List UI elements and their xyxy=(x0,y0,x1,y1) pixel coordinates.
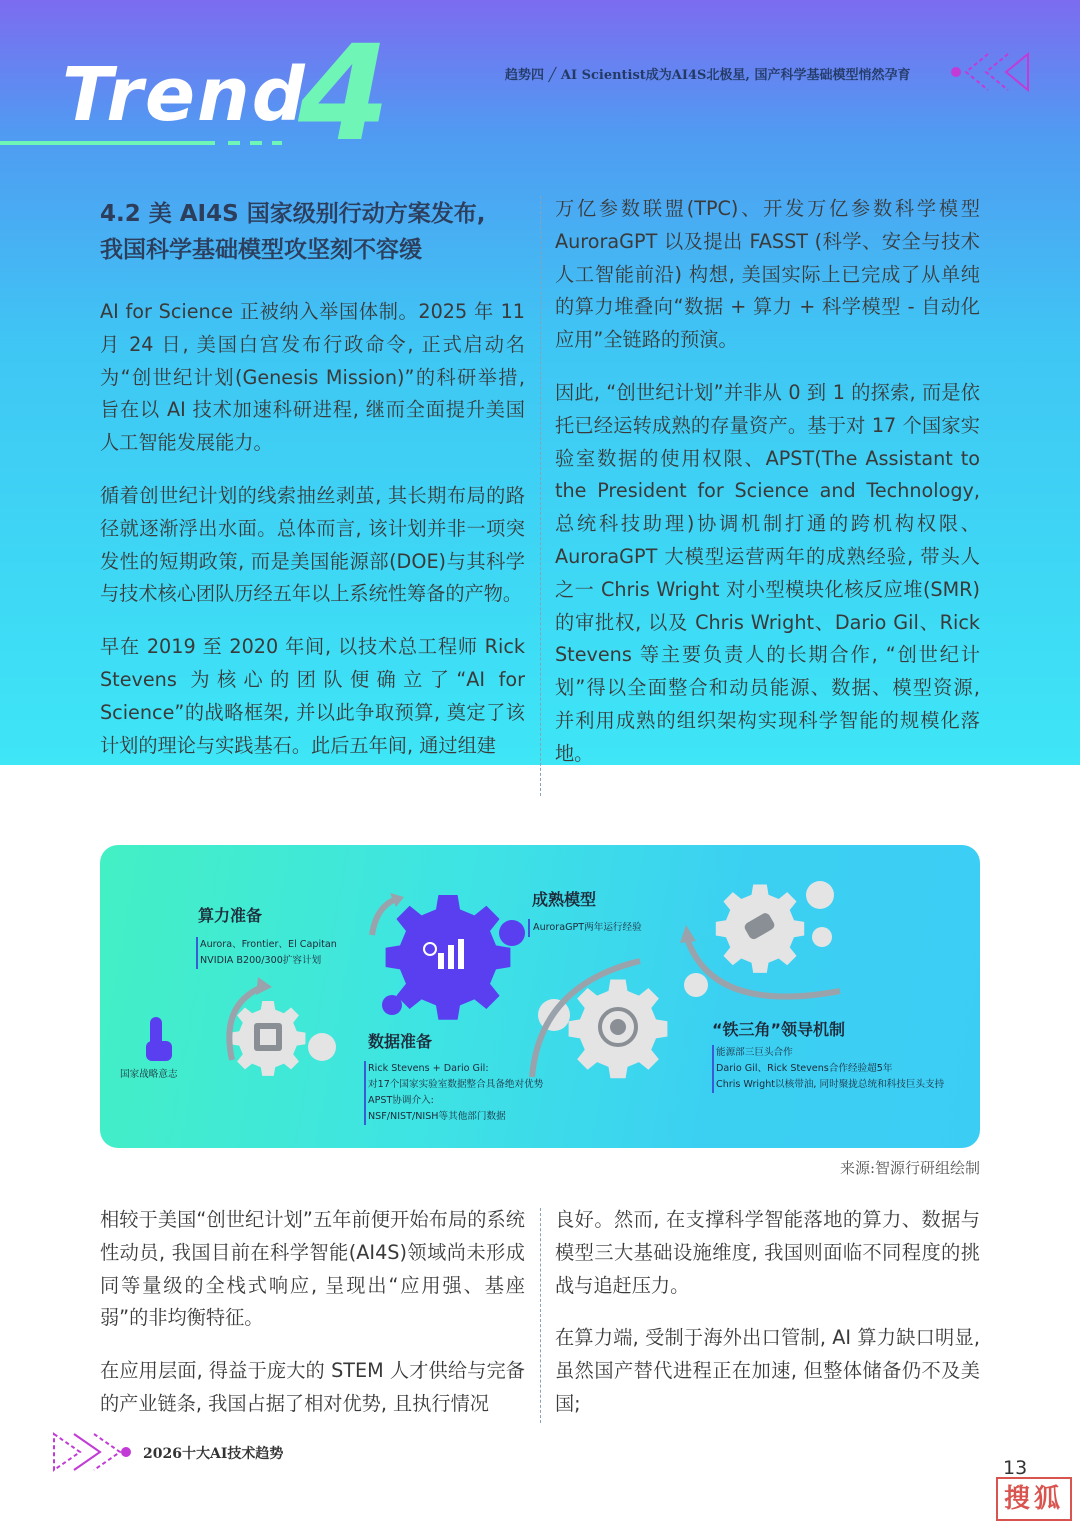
trend-word: Trend xyxy=(62,52,307,138)
triangle-deco-icon xyxy=(948,50,1034,100)
leadership-line2: Dario Gil、Rick Stevens合作经验超5年 xyxy=(716,1063,893,1074)
data-line1: Rick Stevens + Dario Gil: xyxy=(368,1063,489,1074)
footer-title: 2026十大AI技术趋势 xyxy=(143,1446,284,1462)
data-line3: APST协调介入: xyxy=(368,1095,434,1106)
column-divider xyxy=(540,1208,541,1423)
leadership-line1: 能源部三巨头合作 xyxy=(716,1047,793,1058)
hand-icon xyxy=(146,1017,172,1061)
paragraph: 良好。然而, 在支撑科学智能落地的算力、数据与模型三大基础设施维度, 我国则面临不同程度的挑战与追赶压力。 xyxy=(555,1208,980,1297)
paragraph: AI for Science 正被纳入举国体制。2025 年 11 月 24 日, 美国白宫发布行政命令, 正式启动名为“创世纪计划(Genesis Mission)”的科研举措, 旨在以 AI 技术加速科研进程, 继而全面提升美国人工智能发展能力。 xyxy=(100,300,525,455)
paragraph: 因此, “创世纪计划”并非从 0 到 1 的探索, 而是依托已经运转成熟的存量资产。基于对 17 个国家实验室数据的使用权限、APST(The Assistant to the President for Science and Technology, 总统科技助理)协调机制打通的跨机构权限、AuroraGPT 大模型运营两年的成熟经验, 带头人之一 Chris Wright 对小型模块化核反应堆(SMR)的审批权, 以及 Chris Wright、Dario Gil、Rick Stevens 等主要负责人的长期合作, “创世纪计划”得以全面整合和动员能源、数据、模型资源, 并利用成熟的组织架构实现科学智能的规模化落地。 xyxy=(555,380,980,765)
paragraph: 在算力端, 受制于海外出口管制, AI 算力缺口明显, 虽然国产替代进程正在加速, 但整体储备仍不及美国; xyxy=(555,1326,980,1415)
data-bar xyxy=(364,1061,366,1125)
watermark-stamp: 搜狐 xyxy=(996,1477,1072,1521)
national-will-label: 国家战略意志 xyxy=(120,1069,178,1080)
figure-source: 来源:智源行研组绘制 xyxy=(839,1159,980,1177)
leadership-title: “铁三角”领导机制 xyxy=(712,1020,846,1039)
compute-line2: NVIDIA B200/300扩容计划 xyxy=(200,955,322,966)
paragraph: 循着创世纪计划的线索抽丝剥茧, 其长期布局的路径就逐渐浮出水面。总体而言, 该计划并非一项突发性的短期政策, 而是美国能源部(DOE)与其科学与技术核心团队历经五年以上系统性筹备的产物。 xyxy=(100,483,525,606)
data-line2: 对17个国家实验室数据整合具备绝对优势 xyxy=(368,1079,544,1090)
model-bar xyxy=(528,919,530,937)
triangle-deco-icon xyxy=(50,1430,136,1480)
model-line1: AuroraGPT两年运行经验 xyxy=(533,922,642,933)
compute-bar xyxy=(196,937,198,969)
paragraph: 在应用层面, 得益于庞大的 STEM 人才供给与完备的产业链条, 我国占据了相对优势, 且执行情况 xyxy=(100,1359,525,1415)
trend-underline-dash xyxy=(272,141,282,145)
model-title: 成熟模型 xyxy=(532,890,597,909)
header-caption: 趋势四 ╱ AI Scientist成为AI4S北极星, 国产科学基础模型悄然孕育 xyxy=(505,68,911,83)
leadership-line3: Chris Wright以核带油, 同时聚拢总统和科技巨头支持 xyxy=(716,1079,945,1090)
right-column-bottom xyxy=(555,1204,980,1441)
trend-underline xyxy=(0,141,215,145)
leadership-bar xyxy=(712,1045,714,1093)
left-column-top xyxy=(100,296,525,782)
paragraph: 万亿参数联盟(TPC)、开发万亿参数科学模型 AuroraGPT 以及提出 FASST (科学、安全与技术人工智能前沿) 构想, 美国实际上已完成了从单纯的算力堆叠向“数据 + 算力 + 科学模型 - 自动化应用”全链路的预演。 xyxy=(555,197,980,352)
paragraph: 早在 2019 至 2020 年间, 以技术总工程师 Rick Stevens 为核心的团队便确立了“AI for Science”的战略框架, 并以此争取预算, 奠定了该计划的理论与实践基石。此后五年间, 通过组建 xyxy=(100,635,525,757)
left-column-bottom xyxy=(100,1204,525,1441)
page-number: 13 xyxy=(1003,1457,1028,1479)
compute-title: 算力准备 xyxy=(198,906,263,925)
trend-number: 4 xyxy=(298,17,390,171)
data-line4: NSF/NIST/NISH等其他部门数据 xyxy=(368,1111,506,1122)
section-heading: 4.2 美 AI4S 国家级别行动方案发布, 我国科学基础模型攻坚刻不容缓 xyxy=(100,201,486,263)
paragraph: 相较于美国“创世纪计划”五年前便开始布局的系统性动员, 我国目前在科学智能(AI4S)领域尚未形成同等量级的全栈式响应, 呈现出“应用强、基座弱”的非均衡特征。 xyxy=(100,1208,525,1330)
compute-line1: Aurora、Frontier、El Capitan xyxy=(200,939,337,950)
right-column-top xyxy=(555,193,980,791)
column-divider xyxy=(540,196,541,796)
trend-underline-dash xyxy=(228,141,240,145)
data-title: 数据准备 xyxy=(368,1032,433,1051)
infographic xyxy=(100,845,980,1148)
trend-underline-dash xyxy=(250,141,262,145)
